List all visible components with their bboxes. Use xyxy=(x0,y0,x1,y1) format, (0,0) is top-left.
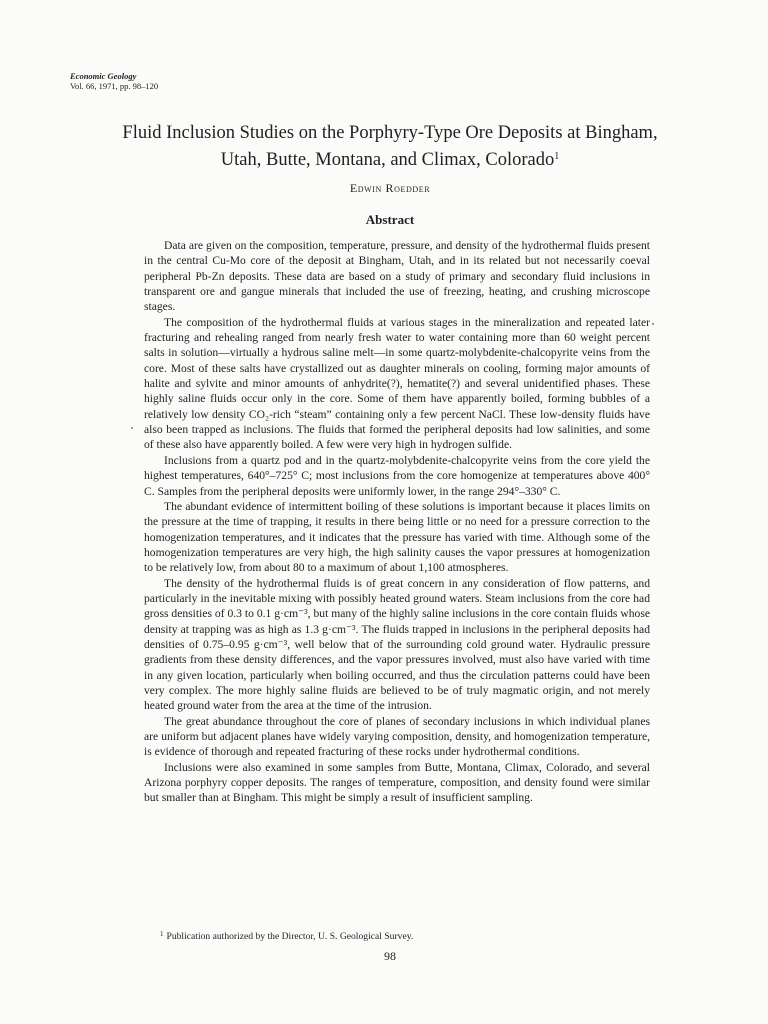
abstract-paragraph: Inclusions were also examined in some samples from Butte, Montana, Climax, Colorado, and several Arizona porphyry copper deposits. The ranges of temperature, composition, and density found were similar but smaller than at Bingham. This might be simply a result of insufficient sampling. xyxy=(144,760,650,805)
scan-speck xyxy=(131,427,133,429)
article-title-text: Fluid Inclusion Studies on the Porphyry-Type Ore Deposits at Bingham, Utah, Butte, Montana, and Climax, Colorado xyxy=(122,123,658,170)
footnote-marker: 1 xyxy=(160,930,164,938)
abstract-body xyxy=(144,238,650,806)
footnote-text: Publication authorized by the Director, U. S. Geological Survey. xyxy=(166,931,414,942)
article-title xyxy=(100,121,680,172)
footnote xyxy=(160,928,650,943)
author-name: Edwin Roedder xyxy=(349,181,431,195)
abstract-heading: Abstract xyxy=(365,212,415,227)
journal-citation xyxy=(70,72,158,91)
scan-speck xyxy=(652,323,654,325)
abstract-paragraph: Inclusions from a quartz pod and in the quartz-molybdenite-chalcopyrite veins from the core yield the highest temperatures, 640°–725° C; most inclusions from the core homogenize at temperatures above 400° C. Samples from the peripheral deposits were uniformly lower, in the range 294°–330° C. xyxy=(144,453,650,498)
journal-volume-line: Vol. 66, 1971, pp. 98–120 xyxy=(70,80,159,91)
abstract-paragraph: The abundant evidence of intermittent boiling of these solutions is important because it places limits on the pressure at the time of trapping, it results in there being little or no need for a pressure correction to the homogenization temperatures, and it indicates that the pressure has varied with time. Although some of the homogenization temperatures are very high, the high salinity causes the vapor pressures at homogenization to be relatively low, from about 80 to a maximum of about 1,100 atmospheres. xyxy=(144,499,650,575)
journal-name: Economic Geology xyxy=(70,71,137,81)
page-number: 98 xyxy=(384,949,396,963)
abstract-paragraph: The composition of the hydrothermal fluids at various stages in the mineralization and repeated later fracturing and rehealing ranged from nearly fresh water to water containing more than 60 weight percent salts in solution—virtually a hydrous saline melt—in some quartz-molybdenite-chalcopyrite veins from the core. Most of these salts have crystallized out as daughter minerals on cooling, forming major amounts of halite and sylvite and minor amounts of anhydrite(?), hematite(?) and several unidentified phases. These highly saline fluids occur only in the core. Some of them have apparently boiled, forming bubbles of a relatively low density CO₂-rich “steam” containing only a few percent NaCl. These low-density fluids have also been trapped as inclusions. The fluids that formed the peripheral deposits had low salinities, and some of these also have apparently boiled. A few were very high in hydrogen sulfide. xyxy=(144,315,650,452)
title-footnote-marker: 1 xyxy=(554,151,560,162)
abstract-paragraph: The density of the hydrothermal fluids is of great concern in any consideration of flow patterns, and particularly in the inevitable mixing with possibly heated ground waters. Steam inclusions from the core had gross densities of 0.3 to 0.1 g·cm⁻³, but many of the highly saline inclusions in the core contain fluids whose density at trapping was as high as 1.3 g·cm⁻³. The fluids trapped in inclusions in the peripheral deposits had densities of 0.75–0.95 g·cm⁻³, well below that of the surrounding cold ground water. Hydraulic pressure gradients from these density differences, and the vapor pressures involved, must also have varied with time in any given location, particularly when boiling occurred, and thus the circulation patterns could have been very complex. The more highly saline fluids are believed to be of truly magmatic origin, and not merely heated ground water from the area at the time of the intrusion. xyxy=(144,576,650,713)
abstract-paragraph: Data are given on the composition, temperature, pressure, and density of the hydrothermal fluids present in the central Cu-Mo core of the deposit at Bingham, Utah, and in its related but not necessarily coeval peripheral Pb-Zn deposits. These data are based on a study of primary and secondary fluid inclusions in transparent ore and gangue minerals that included the use of freezing, heating, and crushing microscope stages. xyxy=(144,239,650,314)
abstract-paragraph: The great abundance throughout the core of planes of secondary inclusions in which individual planes are uniform but adjacent planes have widely varying composition, density, and homogenization temperature, is evidence of thorough and repeated fracturing of these rocks under hydrothermal conditions. xyxy=(144,714,650,759)
